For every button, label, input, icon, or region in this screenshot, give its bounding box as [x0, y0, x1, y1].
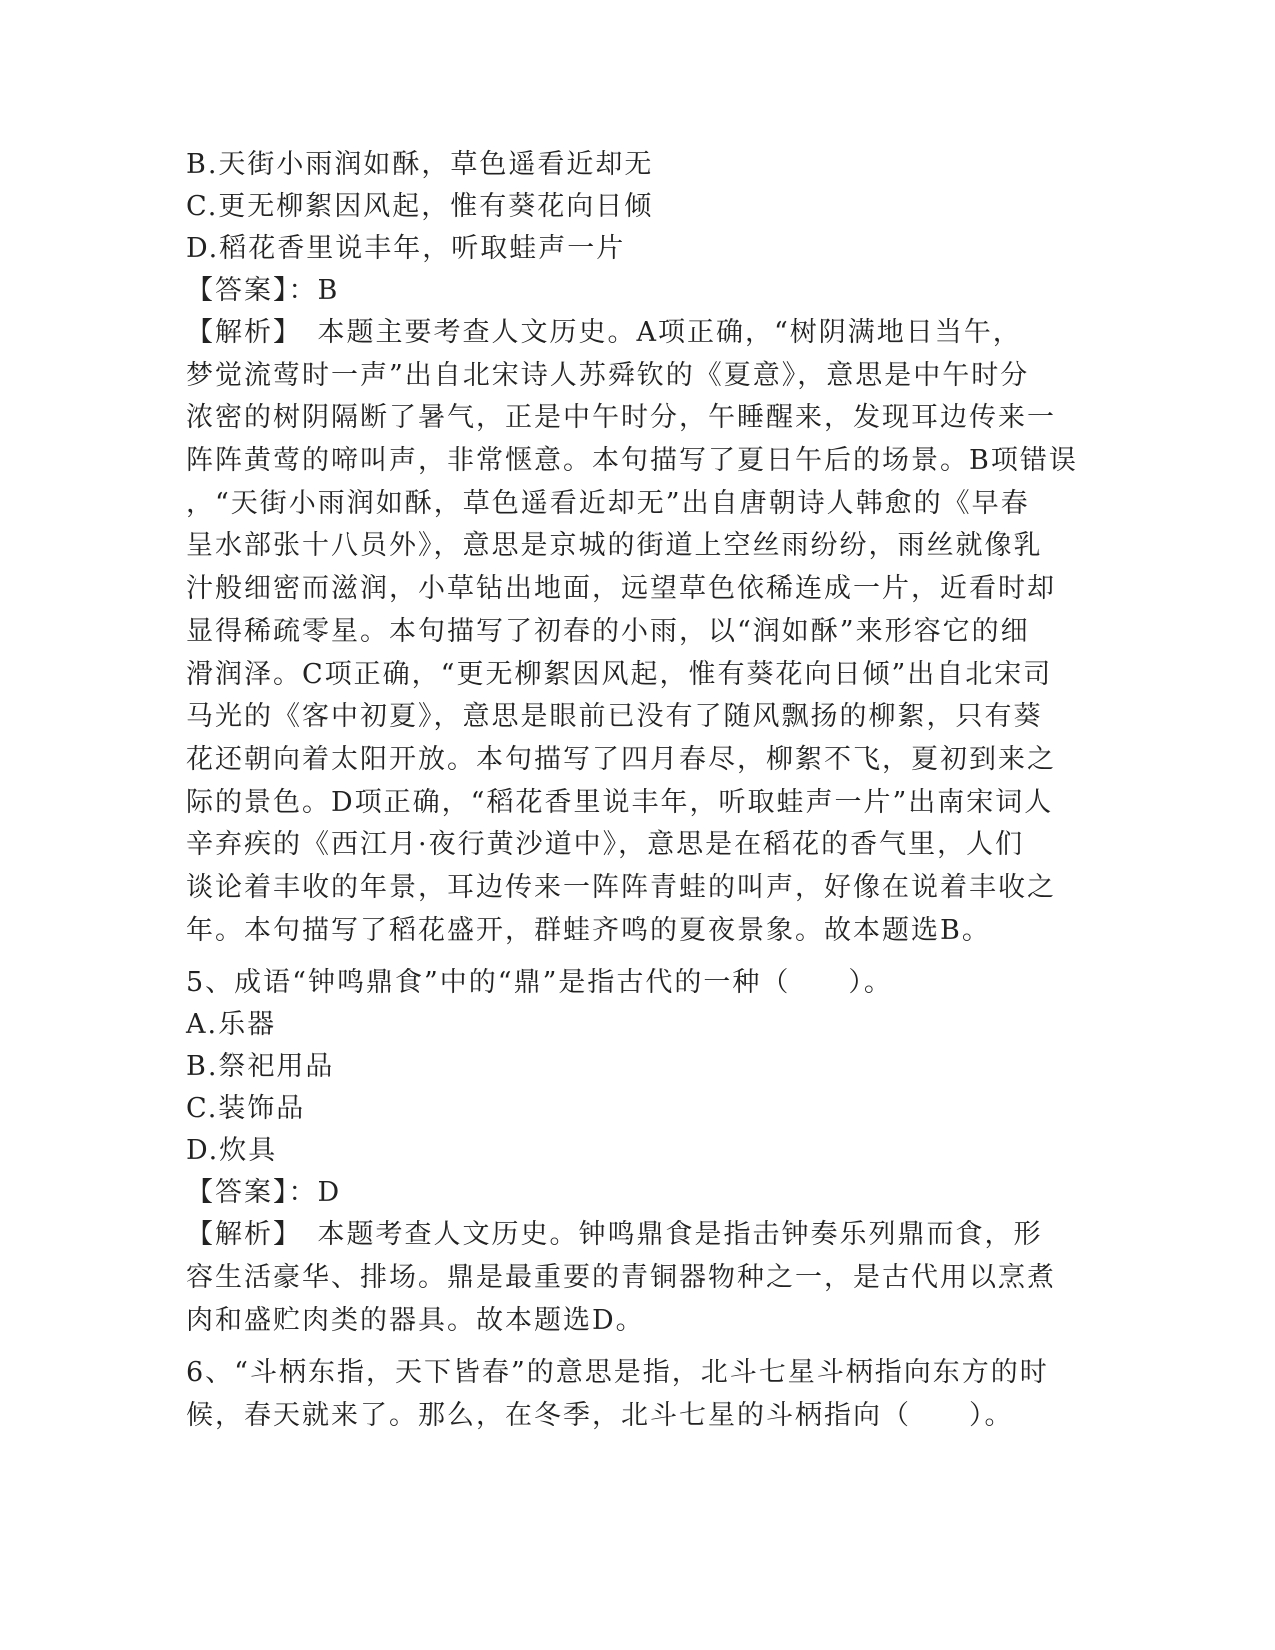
- q4-analysis-line: 花还朝向着太阳开放。本句描写了四月春尽，柳絮不飞，夏初到来之: [186, 743, 1056, 775]
- q5-question: 5、成语“钟鸣鼎食”中的“鼎”是指古代的一种（ ）。: [186, 967, 893, 999]
- q6-question-line: 候，春天就来了。那么，在冬季，北斗七星的斗柄指向（ ）。: [186, 1400, 1014, 1432]
- q5-analysis-line: 肉和盛贮肉类的器具。故本题选D。: [186, 1304, 645, 1336]
- q4-analysis-line: 马光的《客中初夏》，意思是眼前已没有了随风飘扬的柳絮，只有葵: [186, 701, 1043, 733]
- q5-analysis-line: 【解析】 本题考查人文历史。钟鸣鼎食是指击钟奏乐列鼎而食，形: [186, 1219, 1043, 1251]
- q5-answer: 【答案】：D: [186, 1177, 342, 1209]
- q4-answer: 【答案】：B: [186, 275, 340, 306]
- q4-analysis: [186, 312, 1086, 952]
- q4-analysis-line: 汁般细密而滋润，小草钻出地面，远望草色依稀连成一片，近看时却: [186, 573, 1056, 605]
- q5-option-a: A.乐器: [186, 1009, 277, 1041]
- paragraph-spacer: [186, 1342, 1086, 1352]
- q4-analysis-line: 浓密的树阴隔断了暑气，正是中午时分，午睡醒来，发现耳边传来一: [186, 402, 1056, 434]
- q6-question-line: 6、“斗柄东指，天下皆春”的意思是指，北斗七星斗柄指向东方的时: [186, 1357, 1049, 1389]
- q4-option-d: D.稻花香里说丰年，听取蛙声一片: [186, 233, 626, 264]
- q6-question: [186, 1352, 1086, 1437]
- q4-analysis-line: 呈水部张十八员外》，意思是京城的街道上空丝雨纷纷，雨丝就像乳: [186, 530, 1043, 562]
- q4-analysis-line: 阵阵黄莺的啼叫声，非常惬意。本句描写了夏日午后的场景。B项错误: [186, 445, 1078, 477]
- q4-analysis-line: 辛弃疾的《西江月·夜行黄沙道中》，意思是在稻花的香气里，人们: [186, 829, 1025, 861]
- q4-analysis-line: 际的景色。D项正确，“稻花香里说丰年，听取蛙声一片”出南宋词人: [186, 786, 1054, 818]
- q5-option-d: D.炊具: [186, 1135, 278, 1167]
- paragraph-spacer: [186, 952, 1086, 962]
- q4-option-b: B.天街小雨润如酥，草色遥看近却无: [186, 149, 654, 180]
- q5-option-b: B.祭祀用品: [186, 1051, 335, 1083]
- q5-analysis-line: 容生活豪华、排场。鼎是最重要的青铜器物种之一，是古代用以烹煮: [186, 1262, 1056, 1293]
- q5-option-c: C.装饰品: [186, 1093, 306, 1125]
- document-body: [186, 144, 1086, 1438]
- q4-analysis-line: 【解析】 本题主要考查人文历史。A项正确，“树阴满地日当午，: [186, 317, 1022, 348]
- q4-analysis-line: 年。本句描写了稻花盛开，群蛙齐鸣的夏夜景象。故本题选B。: [186, 914, 991, 946]
- q4-option-c: C.更无柳絮因风起，惟有葵花向日倾: [186, 191, 654, 222]
- q4-analysis-line: 显得稀疏零星。本句描写了初春的小雨，以“润如酥”来形容它的细: [186, 615, 1030, 647]
- q4-analysis-line: 滑润泽。C项正确，“更无柳絮因风起，惟有葵花向日倾”出自北宋司: [186, 658, 1053, 690]
- q5-analysis: [186, 1214, 1086, 1342]
- q4-analysis-line: 谈论着丰收的年景，耳边传来一阵阵青蛙的叫声，好像在说着丰收之: [186, 871, 1056, 903]
- q4-analysis-line: ，“天街小雨润如酥，草色遥看近却无”出自唐朝诗人韩愈的《早春: [186, 487, 1030, 519]
- q4-analysis-line: 梦觉流莺时一声”出自北宋诗人苏舜钦的《夏意》，意思是中午时分: [186, 359, 1030, 391]
